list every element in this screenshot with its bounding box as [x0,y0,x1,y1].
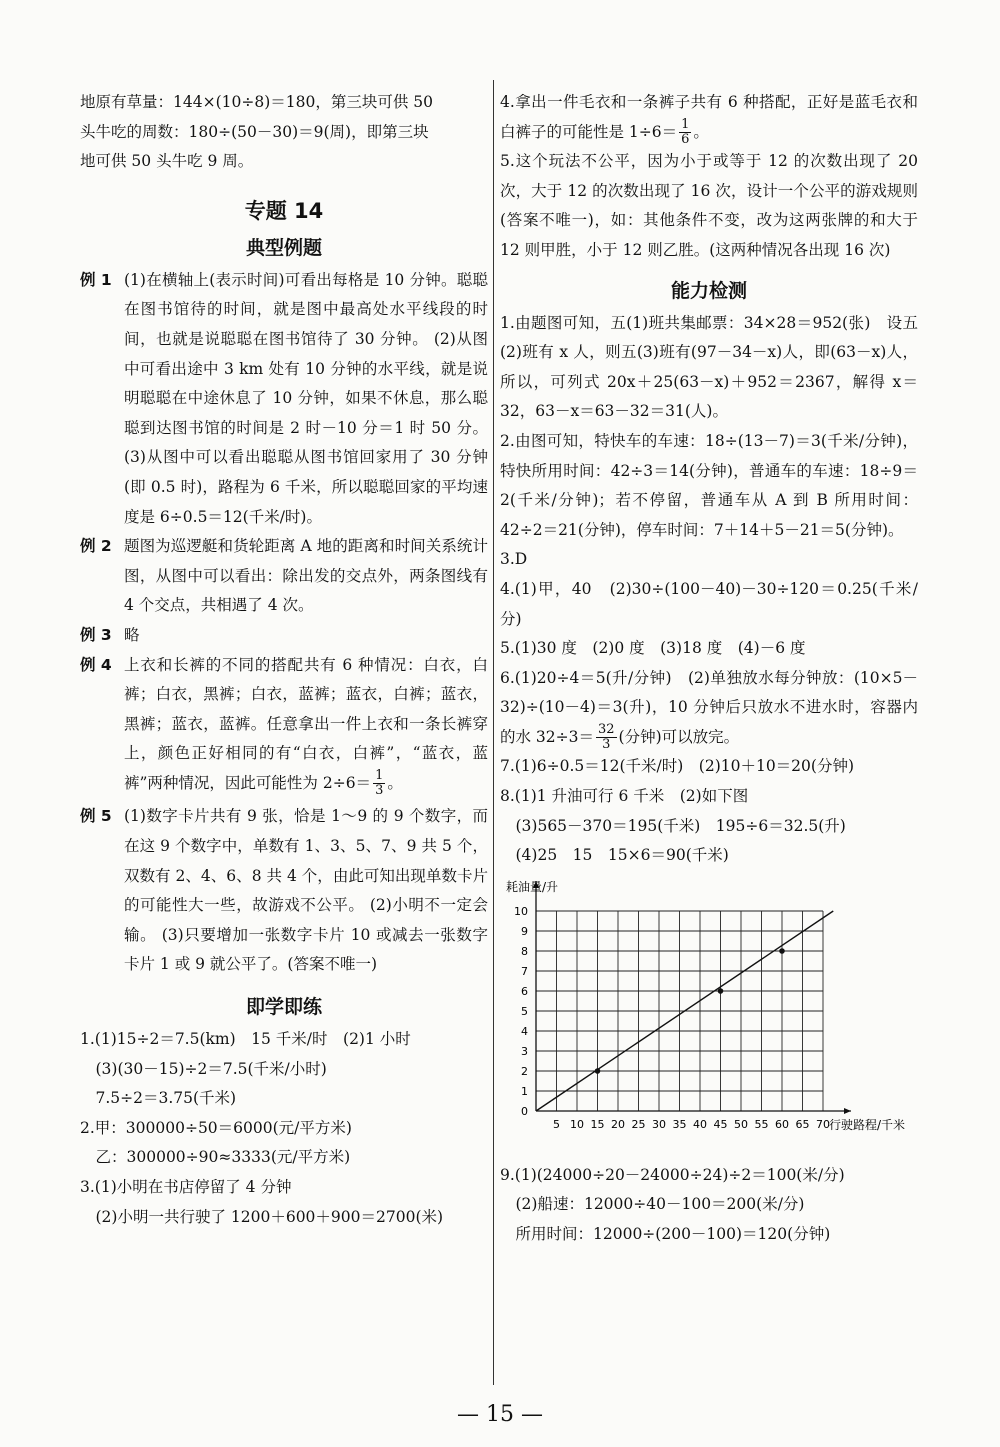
x-tick-label: 70 [816,1117,830,1131]
data-point [718,988,724,994]
practice-line: 2.甲：300000÷50＝6000(元/平方米) [80,1118,352,1137]
x-tick-label: 50 [734,1117,748,1131]
example-label: 例 3 [80,625,112,644]
y-tick-label: 5 [521,1004,528,1018]
x-tick-label: 55 [754,1117,769,1131]
example-text: (1)在横轴上(表示时间)可看出每格是 10 分钟。聪聪在图书馆待的时间，就是图中最高处水平线段的时间，也就是说聪聪在图书馆待了 30 分钟。 (2)从图中可看出途中 3 km 处有 10 分钟的水平线，就是说明聪聪在中途休息了 10 分钟，如果不休息，那么聪聪到达图书馆的时间是 2 时－10 分＝1 时 50 分。 (3)从图中可以看出聪聪从图书馆回家用了 30 分钟(即 0.5 时)，路程为 6 千米，所以聪聪回家的平均速度是 6÷0.5＝12(千米/时)。 [124,270,488,526]
fraction-denominator: 6 [681,132,690,148]
y-tick-label: 3 [521,1044,528,1058]
ability-item-8-line: (4)25 15 15×6＝90(千米) [500,846,729,865]
ability-item-8-line: 8.(1)1 升油可行 6 千米 (2)如下图 [500,787,749,806]
ability-item-3: 3.D [500,550,528,569]
example-label: 例 5 [80,807,112,826]
practice-line: (2)小明一共行驶了 1200＋600＋900＝2700(米) [80,1207,444,1226]
ability-item-8-line: (3)565－370＝195(千米) 195÷6＝32.5(升) [500,816,846,835]
x-tick-label: 15 [590,1117,605,1131]
x-tick-label: 35 [672,1117,687,1131]
data-point [595,1068,601,1074]
fuel-chart-svg [498,877,908,1157]
fraction-denominator: 3 [375,783,384,799]
ability-item-4: 4.(1)甲，40 (2)30÷(100－40)－30÷120＝0.25(千米/分) [500,579,918,628]
answer-text: 4.拿出一件毛衣和一条裤子共有 6 种搭配，正好是蓝毛衣和白裤子的可能性是 1÷6＝ [500,93,918,141]
y-tick-label: 0 [521,1104,528,1118]
example-1 [80,266,488,532]
ability-item-7: 7.(1)6÷0.5＝12(千米/时) (2)10＋10＝20(分钟) [500,757,855,776]
intro-line: 地可供 50 头牛吃 9 周。 [80,152,254,171]
example-text: (1)数字卡片共有 9 张，恰是 1～9 的 9 个数字，而在这 9 个数字中，单数有 1、3、5、7、9 共 5 个，双数有 2、4、6、8 共 4 个，由此可知出现单数卡片的可能性大一些，故游戏不公平。 (2)小明不一定会输。 (3)只要增加一张数字卡片 10 或减去一张数字卡片 1 或 9 就公平了。(答案不唯一) [124,807,488,974]
answer-item-5: 5.这个玩法不公平，因为小于或等于 12 的次数出现了 20 次，大于 12 的次数出现了 16 次，设计一个公平的游戏规则(答案不唯一)，如：其他条件不变，改为这两张牌的和大于 12 则甲胜，小于 12 则乙胜。(这两种情况各出现 16 次) [500,152,918,259]
fuel-chart [498,877,918,1161]
fraction [596,723,617,752]
example-label: 例 1 [80,270,112,289]
ability-item-5: 5.(1)30 度 (2)0 度 (3)18 度 (4)－6 度 [500,639,806,658]
x-tick-label: 65 [795,1117,810,1131]
right-column [500,88,918,1250]
section-heading-ability: 能力检测 [670,279,747,302]
fraction-denominator: 3 [602,737,611,753]
practice-line: 乙：300000÷90≈3333(元/平方米) [80,1148,351,1167]
ability-item-9-line: 9.(1)(24000÷20－24000÷24)÷2＝100(米/分) [500,1165,845,1184]
x-tick-label: 20 [611,1117,625,1131]
section-heading-examples: 典型例题 [245,236,322,259]
answer-item-4 [500,88,918,147]
answer-end: 。 [693,122,709,141]
data-point [779,948,785,954]
x-tick-label: 45 [713,1117,728,1131]
x-tick-label: 5 [553,1117,560,1131]
example-5 [80,802,488,980]
example-3 [80,621,488,651]
left-column [80,88,488,1232]
fraction-numerator: 32 [598,722,615,738]
fraction-numerator: 1 [375,768,384,784]
y-tick-label: 1 [521,1084,528,1098]
x-tick-label: 30 [652,1117,666,1131]
answer-end: (分钟)可以放完。 [618,727,740,746]
x-axis-arrow [844,1108,851,1114]
example-text: 题图为巡逻艇和货轮距离 A 地的距离和时间关系统计图，从图中可以看出：除出发的交点外，两条图线有 4 个交点，共相遇了 4 次。 [124,537,488,615]
x-axis-label: 行驶路程/千米 [829,1117,906,1132]
example-label: 例 2 [80,537,112,556]
practice-line: 3.(1)小明在书店停留了 4 分钟 [80,1178,292,1196]
example-text [124,651,488,799]
y-tick-label: 6 [521,984,528,998]
ability-item-6 [500,664,918,753]
topic-title: 专题 14 [244,198,324,223]
intro-line: 地原有草量：144×(10÷8)＝180，第三块可供 50 [80,93,433,111]
practice-line: 1.(1)15÷2＝7.5(km) 15 千米/时 (2)1 小时 [80,1030,411,1049]
y-tick-label: 4 [521,1024,528,1038]
ability-item-1: 1.由题图可知，五(1)班共集邮票：34×28＝952(张) 设五(2)班有 x 人，则五(3)班有(97－34－x)人，即(63－x)人，所以，可列式 20x＋25(63－x)＋952＝2367，解得 x＝32，63－x＝63－32＝31(人)。 [500,313,918,421]
intro-block [80,88,488,177]
answer-text: 6.(1)20÷4＝5(升/分钟) (2)单独放水每分钟放：(10×5－32)÷(10－4)＝3(升)，10 分钟后只放水不进水时，容器内的水 32÷3＝ [500,668,918,746]
page-number: — 15 — [457,1402,543,1427]
y-tick-label: 10 [514,904,528,918]
example-text: 略 [124,625,140,644]
practice-line: 7.5÷2＝3.75(千米) [80,1089,237,1108]
y-tick-label: 9 [521,924,528,938]
x-tick-label: 25 [631,1117,646,1131]
column-divider [493,80,494,1385]
example-4-end: 。 [387,773,403,792]
y-axis-label: 耗油量/升 [506,879,559,894]
example-label: 例 4 [80,655,112,674]
example-4 [80,651,488,799]
example-4-body: 上衣和长裤的不同的搭配共有 6 种情况：白衣，白裤；白衣，黑裤；白衣，蓝裤；蓝衣，白裤；蓝衣，黑裤；蓝衣，蓝裤。任意拿出一件上衣和一条长裤穿上，颜色正好相同的有“白衣，白裤”，“蓝衣，蓝裤”两种情况，因此可能性为 2÷6＝ [124,655,488,792]
fraction [679,118,691,147]
x-tick-label: 40 [693,1117,707,1131]
y-tick-label: 2 [521,1064,528,1078]
ability-item-2: 2.由图可知，特快车的车速：18÷(13－7)＝3(千米/分钟)，特快所用时间：42÷3＝14(分钟)，普通车的车速：18÷9＝2(千米/分钟)；若不停留，普通车从 A 到 B 所用时间：42÷2＝21(分钟)，停车时间：7＋14＋5－21＝5(分钟)。 [500,431,918,539]
fraction-numerator: 1 [681,117,690,133]
y-tick-label: 8 [521,944,528,958]
intro-line: 头牛吃的周数：180÷(50－30)＝9(周)，即第三块 [80,122,429,141]
ability-item-9-line: (2)船速：12000÷40－100＝200(米/分) [500,1195,805,1214]
x-tick-label: 60 [775,1117,789,1131]
practice-line: (3)(30－15)÷2＝7.5(千米/小时) [80,1059,327,1078]
y-tick-label: 7 [521,964,528,978]
ability-item-9-line: 所用时间：12000÷(200－100)＝120(分钟) [500,1225,831,1244]
example-2 [80,532,488,621]
x-tick-label: 10 [570,1117,584,1131]
practice-list [80,1025,488,1232]
fraction [373,769,385,798]
section-heading-practice: 即学即练 [245,996,322,1019]
